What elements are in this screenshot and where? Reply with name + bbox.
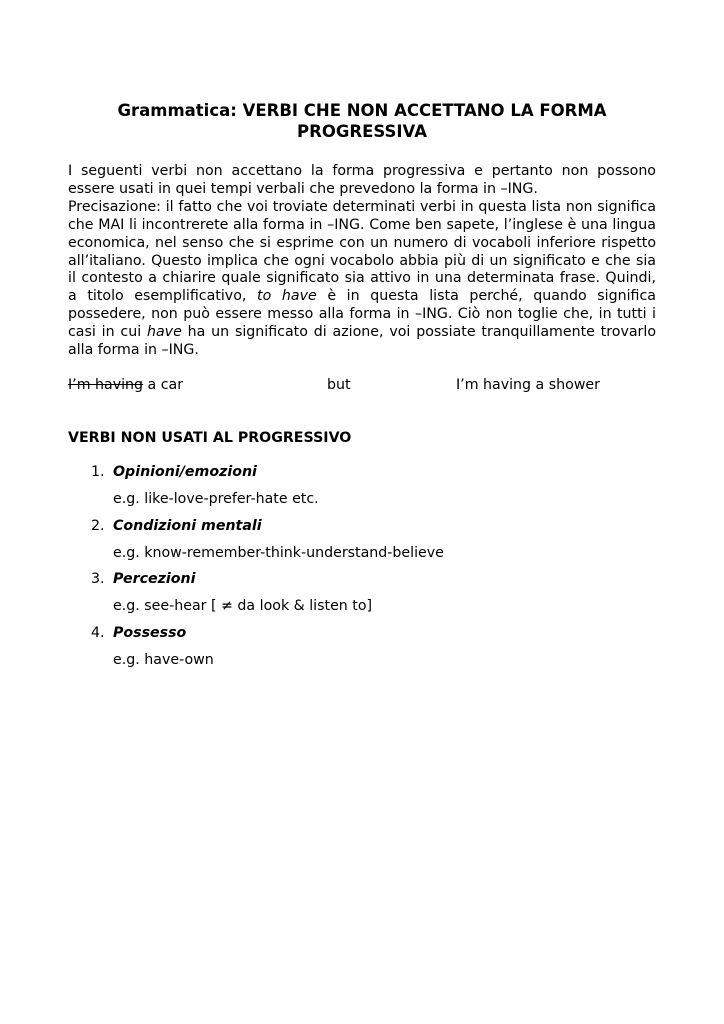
intro-emphasis-have: have xyxy=(147,324,182,341)
list-item-title: Percezioni xyxy=(113,571,196,588)
wrong-example-rest: a car xyxy=(143,377,184,393)
intro-paragraph-2 xyxy=(68,199,656,360)
list-item-number: 2. xyxy=(91,517,105,534)
list-item-number: 1. xyxy=(91,464,105,480)
intro-emphasis-to-have: to have xyxy=(257,288,317,305)
list-item-number: 4. xyxy=(91,624,105,641)
section-heading: VERBI NON USATI AL PROGRESSIVO xyxy=(68,430,352,446)
intro-paragraph-2-part-2: è in questa lista perché, quando significa possedere, non può essere messo alla forma in –ING. Ciò non toglie che, in tutti i casi in cui xyxy=(68,288,656,341)
list-item xyxy=(68,624,656,678)
struck-text: I’m having xyxy=(68,377,144,393)
intro-paragraph-1: I seguenti verbi non accettano la forma progressiva e pertanto non possono essere usati in quei tempi verbali che prevedono la forma in –ING. xyxy=(68,163,656,197)
example-connector: but xyxy=(327,377,351,393)
intro-paragraph-2-part-1: Precisazione: il fatto che voi troviate determinati verbi in questa lista non significa che MAI li incontrerete alla forma in –ING. Come ben sapete, l’inglese è una lingua economica, nel senso che si esprime con un numero di vocaboli inferiore rispetto all’italiano. Questo implica che ogni vocabolo abbia più di un significato e che sia il contesto a chiarire quale significato sia attivo in una determinata frase. Quindi, a titolo esemplificativo, xyxy=(68,198,656,305)
list-item xyxy=(68,570,656,624)
list-item-title: Opinioni/emozioni xyxy=(113,464,257,480)
list-item-title: Condizioni mentali xyxy=(113,517,262,534)
list-item-example: e.g. have-own xyxy=(113,651,214,668)
list-item-example: e.g. know-remember-think-understand-believe xyxy=(113,544,444,561)
intro-text xyxy=(68,163,656,360)
list-item-title: Possesso xyxy=(113,624,187,641)
list-item-example: e.g. like-love-prefer-hate etc. xyxy=(113,491,319,507)
list-item xyxy=(68,463,656,517)
list-item xyxy=(68,517,656,571)
category-list xyxy=(68,463,656,677)
example-sentence-row xyxy=(68,376,656,396)
correct-example: I’m having a shower xyxy=(456,377,600,393)
page-title: Grammatica: VERBI CHE NON ACCETTANO LA FORMA PROGRESSIVA xyxy=(117,101,607,141)
wrong-example xyxy=(68,376,183,394)
intro-paragraph-2-part-3: ha un significato di azione, voi possiate tranquillamente trovarlo alla forma in –ING. xyxy=(68,324,656,359)
list-item-number: 3. xyxy=(91,571,105,588)
list-item-example: e.g. see-hear [ ≠ da look & listen to] xyxy=(113,598,373,615)
